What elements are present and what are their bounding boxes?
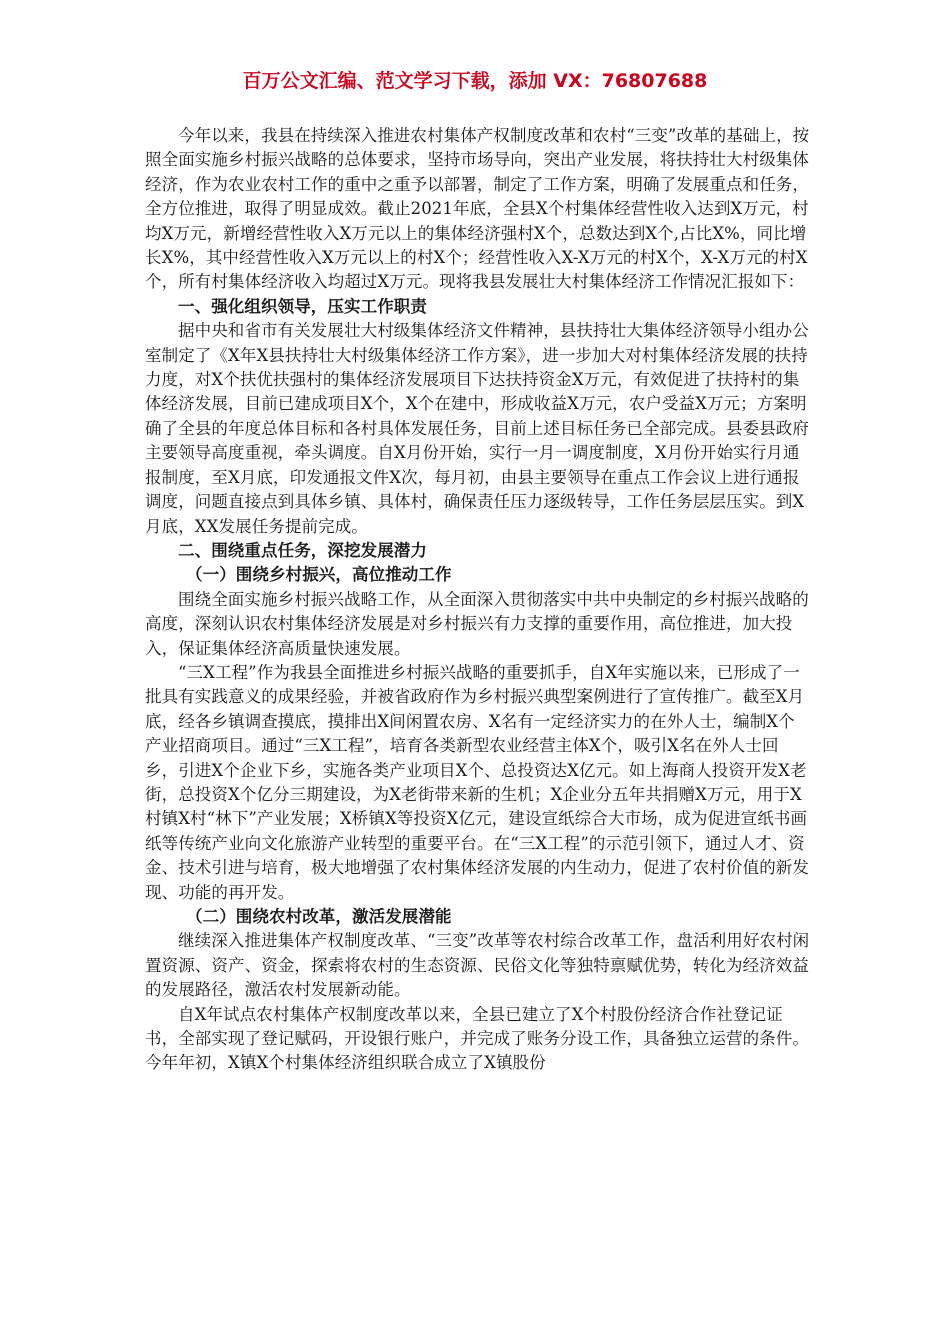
paragraph: “三X工程”作为我县全面推进乡村振兴战略的重要抓手，自X年实施以来，已形成了一批具有实践意义的成果经验，并被省政府作为乡村振兴典型案例进行了宣传推广。截至X月底，经各乡镇调查摸底，摸排出X间闲置农房、X名有一定经济实力的在外人士，编制X个产业招商项目。通过“三X工程”，培育各类新型农业经营主体X个，吸引X名在外人士回乡，引进X个企业下乡，实施各类产业项目X个、总投资达X亿元。如上海商人投资开发X老街，总投资X个亿分三期建设，为X老街带来新的生机；X企业分五年共捐赠X万元，用于X村镇X村“林下”产业发展；X桥镇X等投资X亿元，建设宣纸综合大市场，成为促进宣纸书画纸等传统产业向文化旅游产业转型的重要平台。在“三X工程”的示范引领下，通过人才、资金、技术引进与培育，极大地增强了农村集体经济发展的内生动力，促进了农村价值的新发现、功能的再开发。 [145, 662, 809, 902]
section-heading: 一、强化组织领导，压实工作职责 [178, 296, 427, 316]
subsection-heading: （二）围绕农村改革，激活发展潜能 [186, 907, 452, 926]
subsection-heading: （一）围绕乡村振兴，高位推动工作 [186, 565, 452, 585]
header-banner: 百万公文汇编、范文学习下载，添加 VX：76807688 [242, 70, 708, 92]
paragraph: 围绕全面实施乡村振兴战略工作，从全面深入贯彻落实中共中央制定的乡村振兴战略的高度，深刻认识农村集体经济发展是对乡村振兴有力支撑的重要作用，高位推进，加大投入，保证集体经济高质量快速发展。 [145, 589, 809, 658]
section-heading: 二、围绕重点任务，深挖发展潜力 [178, 540, 427, 560]
paragraph: 据中央和省市有关发展壮大村级集体经济文件精神，县扶持壮大集体经济领导小组办公室制定了《X年X县扶持壮大村级集体经济工作方案》，进一步加大对村集体经济发展的扶持力度，对X个扶优扶强村的集体经济发展项目下达扶持资金X万元，有效促进了扶持村的集体经济发展，目前已建成项目X个，X个在建中，形成收益X万元，农户受益X万元；方案明确了全县的年度总体目标和各村具体发展任务，目前上述目标任务已全部完成。县委县政府主要领导高度重视，牵头调度。自X月份开始，实行一月一调度制度，X月份开始实行月通报制度，至X月底，印发通报文件X次，每月初，由县主要领导在重点工作会议上进行通报调度，问题直接点到具体乡镇、具体村，确保责任压力逐级转导，工作任务层层压实。到X月底，XX发展任务提前完成。 [145, 321, 809, 536]
document-body [145, 124, 811, 1076]
paragraph: 继续深入推进集体产权制度改革、“三变”改革等农村综合改革工作，盘活利用好农村闲置资源、资产、资金，探索将农村的生态资源、民俗文化等独特禀赋优势，转化为经济效益的发展路径，激活农村发展新动能。 [145, 931, 810, 1000]
paragraph: 自X年试点农村集体产权制度改革以来，全县已建立了X个村股份经济合作社登记证书，全部实现了登记赋码，开设银行账户，并完成了账务分设工作，具备独立运营的条件。今年年初，X镇X个村集体经济组织联合成立了X镇股份 [145, 1004, 809, 1073]
paragraph: 今年以来，我县在持续深入推进农村集体产权制度改革和农村“三变”改革的基础上，按照全面实施乡村振兴战略的总体要求，坚持市场导向，突出产业发展，将扶持壮大村级集体经济，作为农业农村工作的重中之重予以部署，制定了工作方案，明确了发展重点和任务，全方位推进，取得了明显成效。截止2021年底，全县X个村集体经营性收入达到X万元，村均X万元，新增经营性收入X万元以上的集体经济强村X个，总数达到X个,占比X%，同比增长X%，其中经营性收入X万元以上的村X个；经营性收入X-X万元的村X个，X-X万元的村X个，所有村集体经济收入均超过X万元。现将我县发展壮大村集体经济工作情况汇报如下： [145, 126, 810, 292]
